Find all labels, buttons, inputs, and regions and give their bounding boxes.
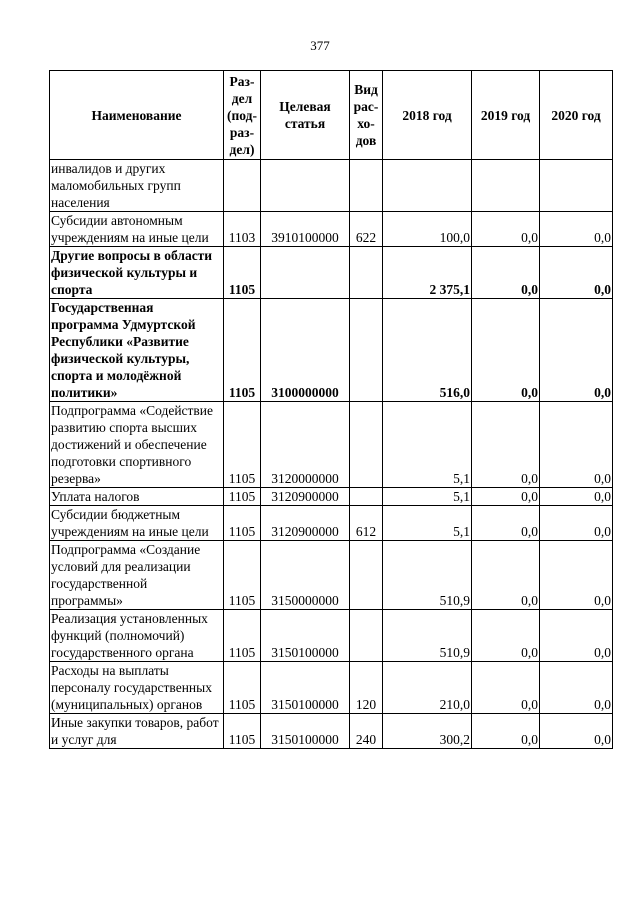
cell-target: 3120900000 [261, 506, 350, 541]
cell-target: 3100000000 [261, 299, 350, 402]
page-number: 377 [310, 38, 330, 53]
cell-2020: 0,0 [540, 541, 613, 610]
table-row [50, 212, 613, 247]
cell-section: 1105 [224, 402, 261, 488]
cell-2020: 0,0 [540, 299, 613, 402]
cell-section: 1105 [224, 610, 261, 662]
cell-kind [350, 160, 383, 212]
cell-kind: 120 [350, 662, 383, 714]
table-row [50, 160, 613, 212]
cell-2019: 0,0 [472, 610, 540, 662]
cell-name: Уплата налогов [50, 488, 224, 506]
header-2020: 2020 год [540, 71, 613, 160]
cell-2018: 210,0 [383, 662, 472, 714]
cell-kind [350, 247, 383, 299]
cell-name: Подпрограмма «Содействие развитию спорта высших достижений и обеспечение подготовки спортивного резерва» [50, 402, 224, 488]
cell-section: 1105 [224, 247, 261, 299]
cell-2019: 0,0 [472, 506, 540, 541]
cell-name: Государственная программа Удмуртской Республики «Развитие физической культуры, спорта и молодёжной политики» [50, 299, 224, 402]
cell-section: 1105 [224, 506, 261, 541]
cell-target: 3910100000 [261, 212, 350, 247]
cell-2019 [472, 160, 540, 212]
cell-kind [350, 541, 383, 610]
cell-target [261, 247, 350, 299]
cell-name: Подпрограмма «Создание условий для реализации государственной программы» [50, 541, 224, 610]
cell-section: 1105 [224, 714, 261, 749]
cell-target: 3150100000 [261, 662, 350, 714]
header-name: Наименование [50, 71, 224, 160]
cell-2018: 100,0 [383, 212, 472, 247]
header-row [50, 71, 613, 160]
table-row [50, 541, 613, 610]
header-target: Целевая статья [261, 71, 350, 160]
cell-target: 3150000000 [261, 541, 350, 610]
cell-2019: 0,0 [472, 212, 540, 247]
cell-section: 1105 [224, 299, 261, 402]
cell-2020: 0,0 [540, 714, 613, 749]
cell-2019: 0,0 [472, 541, 540, 610]
table-row [50, 506, 613, 541]
cell-name: Другие вопросы в области физической культуры и спорта [50, 247, 224, 299]
table-row [50, 662, 613, 714]
cell-2018: 510,9 [383, 610, 472, 662]
cell-section: 1105 [224, 662, 261, 714]
cell-target: 3150100000 [261, 610, 350, 662]
cell-2019: 0,0 [472, 299, 540, 402]
cell-2018: 510,9 [383, 541, 472, 610]
cell-2020: 0,0 [540, 610, 613, 662]
cell-2019: 0,0 [472, 488, 540, 506]
table-row [50, 488, 613, 506]
table-row [50, 610, 613, 662]
cell-2020: 0,0 [540, 402, 613, 488]
cell-2018: 2 375,1 [383, 247, 472, 299]
header-section: Раз- дел (под- раз- дел) [224, 71, 261, 160]
cell-2018 [383, 160, 472, 212]
cell-2020: 0,0 [540, 662, 613, 714]
table-row [50, 714, 613, 749]
cell-target: 3150100000 [261, 714, 350, 749]
cell-section [224, 160, 261, 212]
cell-2020: 0,0 [540, 506, 613, 541]
header-kind: Вид рас- хо- дов [350, 71, 383, 160]
cell-target: 3120900000 [261, 488, 350, 506]
table-body [50, 160, 613, 749]
cell-2018: 5,1 [383, 488, 472, 506]
cell-name: Расходы на выплаты персоналу государственных (муниципальных) органов [50, 662, 224, 714]
cell-kind [350, 402, 383, 488]
cell-section: 1103 [224, 212, 261, 247]
cell-2020 [540, 160, 613, 212]
cell-2019: 0,0 [472, 402, 540, 488]
cell-kind [350, 610, 383, 662]
cell-2020: 0,0 [540, 247, 613, 299]
header-2018: 2018 год [383, 71, 472, 160]
cell-section: 1105 [224, 488, 261, 506]
cell-kind: 240 [350, 714, 383, 749]
cell-2018: 5,1 [383, 402, 472, 488]
cell-2019: 0,0 [472, 247, 540, 299]
table-row [50, 299, 613, 402]
cell-target [261, 160, 350, 212]
header-2019: 2019 год [472, 71, 540, 160]
cell-kind: 612 [350, 506, 383, 541]
cell-2019: 0,0 [472, 662, 540, 714]
cell-name: Субсидии автономным учреждениям на иные цели [50, 212, 224, 247]
cell-name: Субсидии бюджетным учреждениям на иные цели [50, 506, 224, 541]
cell-name: инвалидов и других маломобильных групп населения [50, 160, 224, 212]
cell-2018: 300,2 [383, 714, 472, 749]
cell-kind: 622 [350, 212, 383, 247]
cell-target: 3120000000 [261, 402, 350, 488]
cell-2018: 5,1 [383, 506, 472, 541]
table-row [50, 247, 613, 299]
cell-name: Реализация установленных функций (полномочий) государственного органа [50, 610, 224, 662]
table-row [50, 402, 613, 488]
cell-2020: 0,0 [540, 212, 613, 247]
cell-2020: 0,0 [540, 488, 613, 506]
cell-kind [350, 299, 383, 402]
cell-2018: 516,0 [383, 299, 472, 402]
cell-name: Иные закупки товаров, работ и услуг для [50, 714, 224, 749]
budget-table [49, 70, 613, 749]
cell-kind [350, 488, 383, 506]
cell-section: 1105 [224, 541, 261, 610]
cell-2019: 0,0 [472, 714, 540, 749]
